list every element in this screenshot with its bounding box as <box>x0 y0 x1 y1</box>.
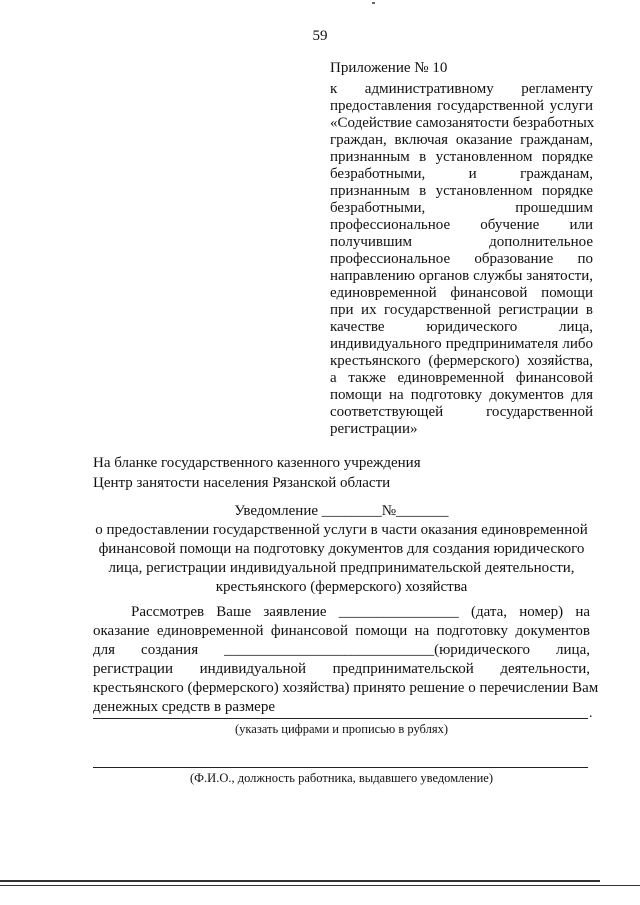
appendix-line: а также единовременной финансовой <box>330 370 593 386</box>
appendix-title: Приложение № 10 <box>330 60 448 76</box>
scan-artifact <box>372 2 375 4</box>
notice-body-line: оказание единовременной финансовой помощи на подготовку документов <box>93 623 590 639</box>
scan-edge-line <box>0 880 600 882</box>
appendix-line: признанным в установленном порядке <box>330 183 593 199</box>
appendix-line: единовременной финансовой помощи <box>330 285 593 301</box>
amount-line-period: . <box>589 706 593 721</box>
appendix-line: крестьянского (фермерского) хозяйства, <box>330 353 593 369</box>
appendix-line: профессиональное образование по <box>330 251 593 267</box>
appendix-line: безработными, прошедшим <box>330 200 593 216</box>
appendix-line: «Содействие самозанятости безработных <box>330 115 595 131</box>
appendix-line: помощи на подготовку документов для <box>330 387 593 403</box>
appendix-line: предоставления государственной услуги <box>330 98 593 114</box>
notice-body-line: Рассмотрев Ваше заявление ________________ (дата, номер) на <box>131 604 590 620</box>
appendix-line: профессиональное обучение или <box>330 217 593 233</box>
org-line-1: На бланке государственного казенного учреждения <box>93 455 421 471</box>
appendix-line: индивидуального предпринимателя либо <box>330 336 593 352</box>
amount-caption: (указать цифрами и прописью в рублях) <box>234 722 449 736</box>
scan-edge-line <box>0 885 640 886</box>
appendix-line: качестве юридического лица, <box>330 319 593 335</box>
appendix-line: при их государственной регистрации в <box>330 302 593 318</box>
notice-body-line: регистрации индивидуальной предпринимательской деятельности, <box>93 661 590 677</box>
page-number: 59 <box>312 28 328 44</box>
appendix-line: признанным в установленном порядке <box>330 149 593 165</box>
notice-subtitle-line: о предоставлении государственной услуги в части оказания единовременной <box>95 522 588 538</box>
signer-line <box>93 767 588 768</box>
appendix-line: граждан, включая оказание гражданам, <box>330 132 593 148</box>
notice-body-line: денежных средств в размере <box>93 699 275 715</box>
notice-body-line: крестьянского (фермерского) хозяйства) принято решение о перечислении Вам <box>93 680 599 696</box>
notice-subtitle-line: крестьянского (фермерского) хозяйства <box>215 579 468 595</box>
notice-body-line: для создания ____________________________(юридического лица, <box>93 642 590 658</box>
appendix-line: соответствующей государственной <box>330 404 593 420</box>
notice-subtitle-line: лица, регистрации индивидуальной предпринимательской деятельности, <box>108 560 575 576</box>
appendix-line: регистрации» <box>330 421 418 437</box>
amount-line <box>93 718 588 719</box>
appendix-line: безработными, и гражданам, <box>330 166 593 182</box>
signer-caption: (Ф.И.О., должность работника, выдавшего уведомление) <box>190 771 493 785</box>
notice-subtitle-line: финансовой помощи на подготовку документов для создания юридического <box>98 541 585 557</box>
appendix-line: получившим дополнительное <box>330 234 593 250</box>
appendix-line: направлению органов службы занятости, <box>330 268 593 284</box>
appendix-line: к административному регламенту <box>330 81 593 97</box>
notice-heading: Уведомление ________№_______ <box>234 503 449 519</box>
org-line-2: Центр занятости населения Рязанской области <box>93 475 391 491</box>
